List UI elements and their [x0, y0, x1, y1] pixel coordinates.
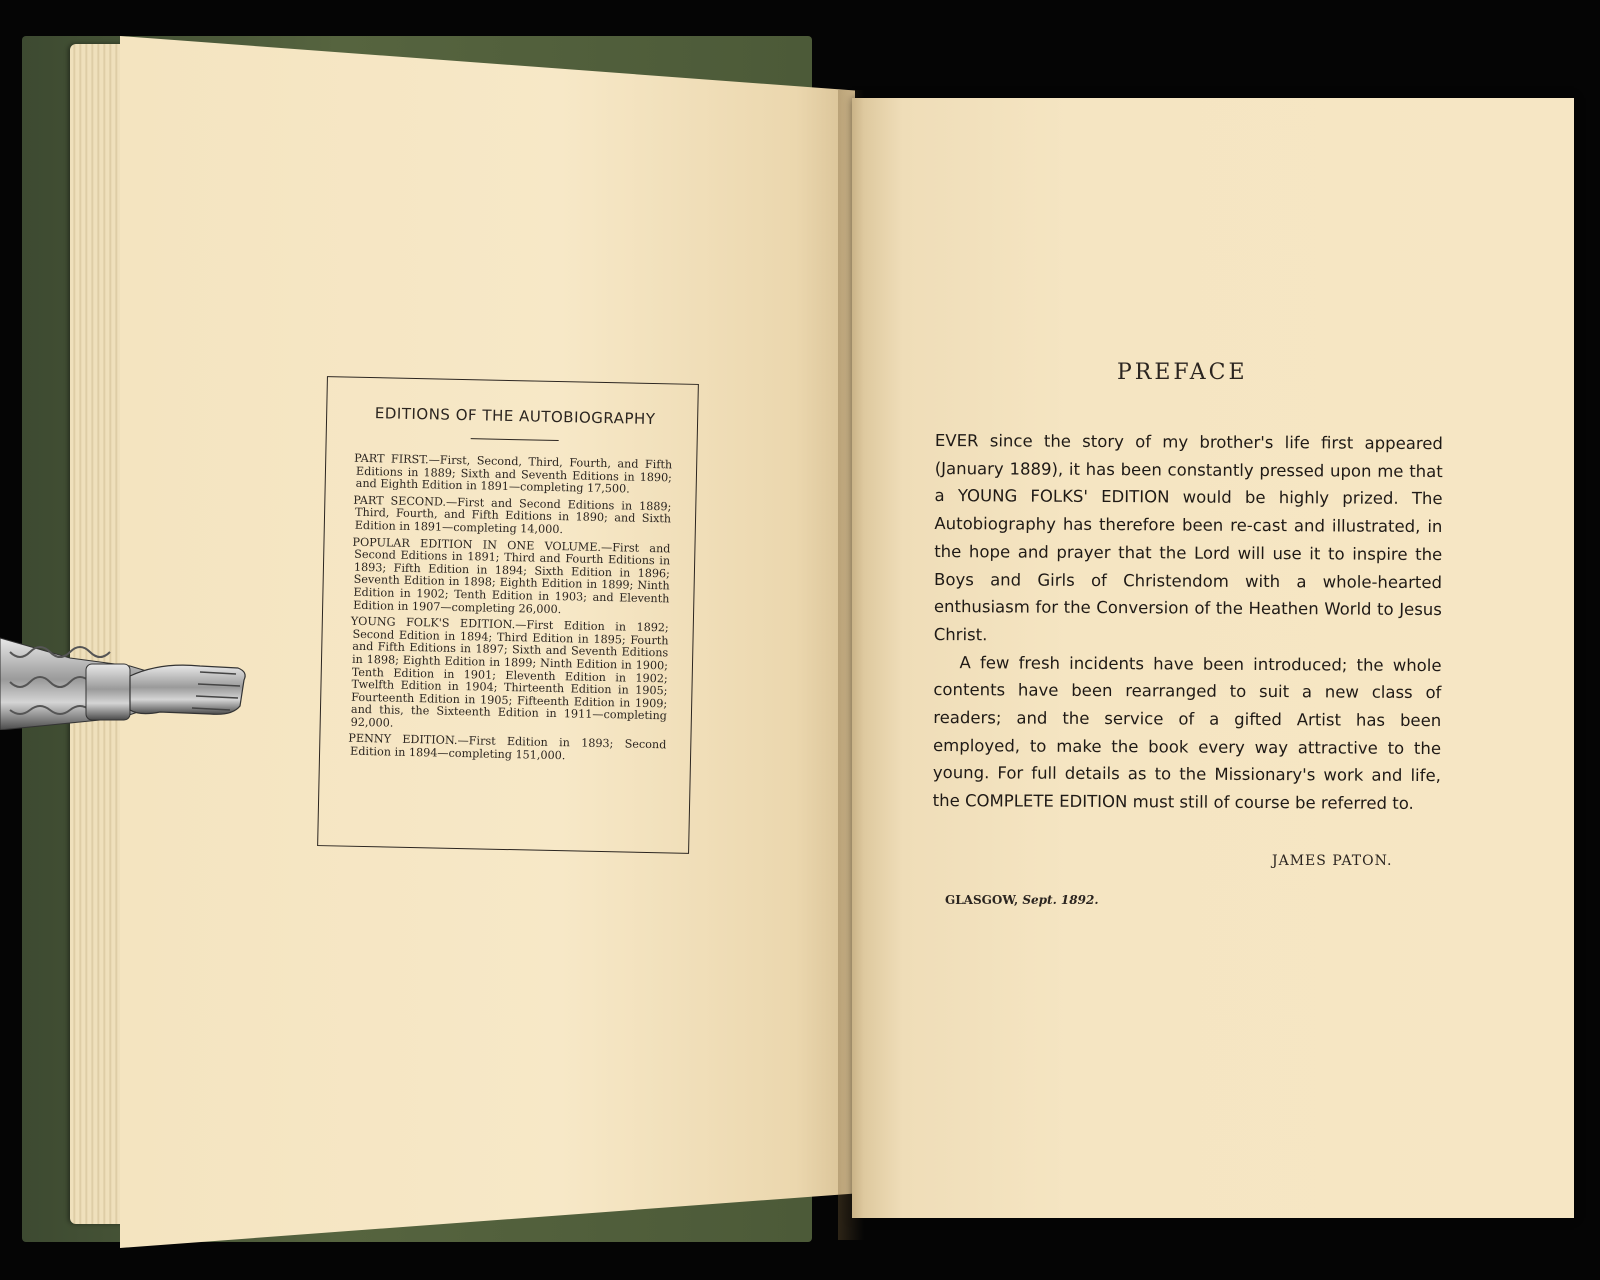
edition-entry-young-folks: YOUNG FOLK'S EDITION.—First Edition in 1892; Second Edition in 1894; Third Edition in 1895; Fourth and Fifth Editions in 1897; Sixth and Seventh Editions in 1898; Eighth Edition in 1899; Ninth Edition in 1900; Tenth Edition in 1901; Eleventh Edition in 1902; Twelfth Edition in 1904; Thirteenth Edition in 1905; Fourteenth Edition in 1905; Fifteenth Edition in 1909; and this, the Sixteenth Edition in 1911—completing 92,000.	[350, 614, 669, 730]
preface-paragraph-2: A few fresh incidents have been introduced; the whole contents have been rearranged to suit a new class of readers; and the service of a gifted Artist has been employed, to make the book every way attractive to the young. For full details as to the Missionary's work and life, the COMPLETE EDITION must still of course be referred to.	[932, 652, 1442, 814]
preface-title: PREFACE	[1117, 360, 1248, 385]
edition-entry-part-first: PART FIRST.—First, Second, Third, Fourth, and Fifth Editions in 1889; Sixth and Seventh Editions in 1890; and Eighth Edition in 1891—completing 17,500.	[354, 451, 673, 496]
dateline-date: Sept. 1892.	[1022, 893, 1099, 907]
editions-rule	[471, 438, 559, 441]
preface-paragraph-1: EVER since the story of my brother's life first appeared (January 1889), it has been constantly pressed upon me that a YOUNG FOLKS' EDITION would be highly prized. The Autobiography has therefore been re-cast and illustrated, in the hope and prayer that the Lord will use it to inspire the Boys and Girls of Christendom with a whole-hearted enthusiasm for the Conversion of the Heathen World to Jesus Christ.	[933, 430, 1443, 645]
edition-entry-part-second: PART SECOND.—First and Second Editions in 1889; Third, Fourth, and Fifth Editions in 1890; and Sixth Edition in 1891—completing 14,000.	[353, 493, 672, 537]
editions-title: EDITIONS OF THE AUTOBIOGRAPHY	[374, 404, 656, 429]
page-holder-clamp-icon	[0, 632, 250, 730]
edition-entry-penny: PENNY EDITION.—First Edition in 1893; Second Edition in 1894—completing 151,000.	[348, 732, 667, 763]
book-gutter	[838, 90, 864, 1240]
preface-body	[933, 427, 1443, 818]
signature: JAMES PATON.	[1272, 853, 1393, 869]
edition-entry-popular: POPULAR EDITION IN ONE VOLUME.—First and Second Editions in 1891; Third and Fourth Editions in 1893; Fifth Edition in 1894; Sixth Edition in 1896; Seventh Edition in 1898; Eighth Edition in 1899; Ninth Edition in 1902; Tenth Edition in 1903; and Eleventh Edition in 1907—completing 26,000.	[352, 535, 671, 616]
dateline-place: GLASGOW,	[945, 893, 1019, 907]
editions-box	[317, 376, 699, 854]
dateline	[945, 893, 1099, 907]
